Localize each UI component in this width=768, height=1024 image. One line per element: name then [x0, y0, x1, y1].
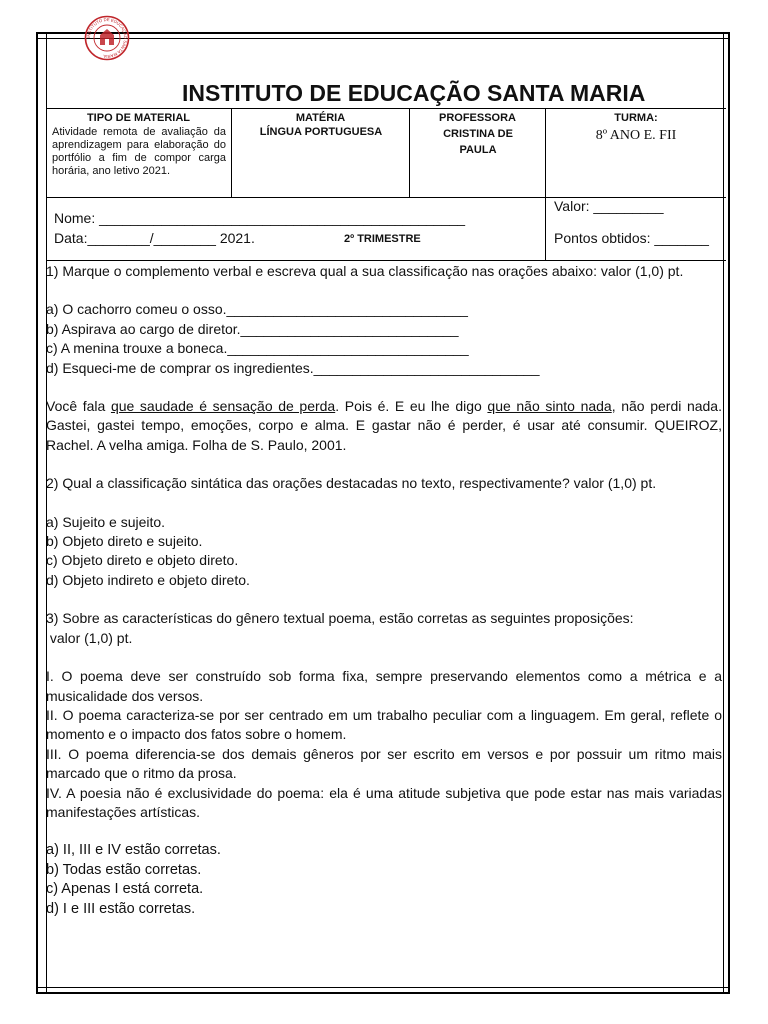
materia-heading: MATÉRIA	[295, 112, 346, 124]
question-3-statement: 3) Sobre as características do gênero textual poema, estão corretas as seguintes proposições:	[46, 610, 634, 627]
question-1-item-a: a) O cachorro comeu o osso._______________________________	[46, 301, 468, 318]
materia-text: LÍNGUA PORTUGUESA	[259, 126, 383, 138]
tipo-material-text: Atividade remota de avaliação da aprendizagem para elaboração do portfólio a fim de compor carga horária, ano letivo 2021.	[52, 126, 226, 177]
proposition-iii: III. O poema diferencia-se dos demais gêneros por ser escrito em versos e por possuir um ritmo mais marcado que o ritmo da prosa.	[46, 745, 722, 782]
border-line-bottom	[38, 987, 728, 988]
proposition-ii: II. O poema caracteriza-se por ser centrado em um trabalho peculiar com a linguagem. Em geral, reflete o momento e o impacto dos fatos sobre o homem.	[46, 706, 722, 743]
professora-name-line-2: PAULA	[459, 144, 497, 156]
tipo-material-heading: TIPO DE MATERIAL	[86, 112, 191, 124]
date-field[interactable]: Data:________/________ 2021.	[54, 230, 255, 246]
question-1-item-b: b) Aspirava ao cargo de diretor.____________________________	[46, 320, 459, 337]
question-2-statement: 2) Qual a classificação sintática das orações destacadas no texto, respectivamente? valor (1,0) pt.	[46, 475, 657, 492]
reading-text-part-3: , não perdi nada. Gastei, gastei tempo, emoções, corpo e alma. E gastar não é perder, é usar até consumir. QUEIROZ, Rachel. A velha amiga. Folha de S. Paulo, 2001.	[46, 398, 722, 453]
trimestre-label: 2º TRIMESTRE	[344, 233, 421, 245]
professora-cell	[410, 109, 546, 197]
tipo-material-cell	[46, 109, 232, 197]
question-1-statement: 1) Marque o complemento verbal e escreva qual a sua classificação nas orações abaixo: valor (1,0) pt.	[46, 263, 684, 279]
proposition-i: I. O poema deve ser construído sob forma fixa, sempre preservando elementos como a métrica e a musicalidade dos versos.	[46, 668, 722, 704]
student-info-row	[46, 196, 726, 261]
school-title: INSTITUTO DE EDUCAÇÃO SANTA MARIA	[182, 80, 646, 106]
professora-heading: PROFESSORA	[438, 112, 516, 124]
materia-cell	[232, 109, 410, 197]
question-2-option-a: a) Sujeito e sujeito.	[46, 513, 166, 530]
pontos-field[interactable]: Pontos obtidos: _______	[554, 230, 709, 246]
name-field[interactable]: Nome: _______________________________________________	[54, 210, 466, 226]
exercise-content	[46, 262, 722, 919]
question-2-option-c: c) Objeto direto e objeto direto.	[46, 552, 239, 569]
question-1-item-c: c) A menina trouxe a boneca._______________________________	[46, 340, 469, 357]
info-table	[46, 108, 726, 198]
question-3-option-d: d) I e III estão corretas.	[46, 900, 196, 917]
school-seal-icon	[84, 15, 130, 61]
question-1-item-d: d) Esqueci-me de comprar os ingredientes._____________________________	[46, 359, 540, 376]
valor-field[interactable]: Valor: _________	[554, 198, 664, 214]
student-name-cell	[46, 196, 546, 260]
question-3-option-a: a) II, III e IV estão corretas.	[46, 842, 221, 859]
question-2-option-b: b) Objeto direto e sujeito.	[46, 533, 203, 550]
border-line-top	[38, 38, 728, 39]
proposition-iv: IV. A poesia não é exclusividade do poema: ela é uma atitude subjetiva que pode estar nas mais variadas manifestações artísticas.	[46, 784, 722, 820]
reading-text-part-1: Você fala	[46, 398, 111, 415]
highlighted-clause-2: que não sinto nada	[487, 398, 612, 415]
professora-name-line-1: CRISTINA DE	[443, 128, 513, 140]
reading-text-part-2: . Pois é. E eu lhe digo	[335, 398, 488, 415]
turma-text: 8º ANO E. FII	[595, 128, 677, 143]
question-3-option-b: b) Todas estão corretas.	[46, 861, 202, 878]
question-3-option-c: c) Apenas I está correta.	[46, 881, 204, 898]
seal-text: INSTITUTO DE EDUCAÇÃO SANTA MARIA	[85, 16, 129, 60]
highlighted-clause-1: que saudade é sensação de perda	[110, 398, 336, 415]
question-2-option-d: d) Objeto indireto e objeto direto.	[46, 571, 250, 588]
turma-heading: TURMA:	[614, 112, 658, 124]
question-3-value: valor (1,0) pt.	[46, 629, 133, 646]
turma-cell	[546, 109, 726, 197]
reading-text	[46, 397, 722, 455]
